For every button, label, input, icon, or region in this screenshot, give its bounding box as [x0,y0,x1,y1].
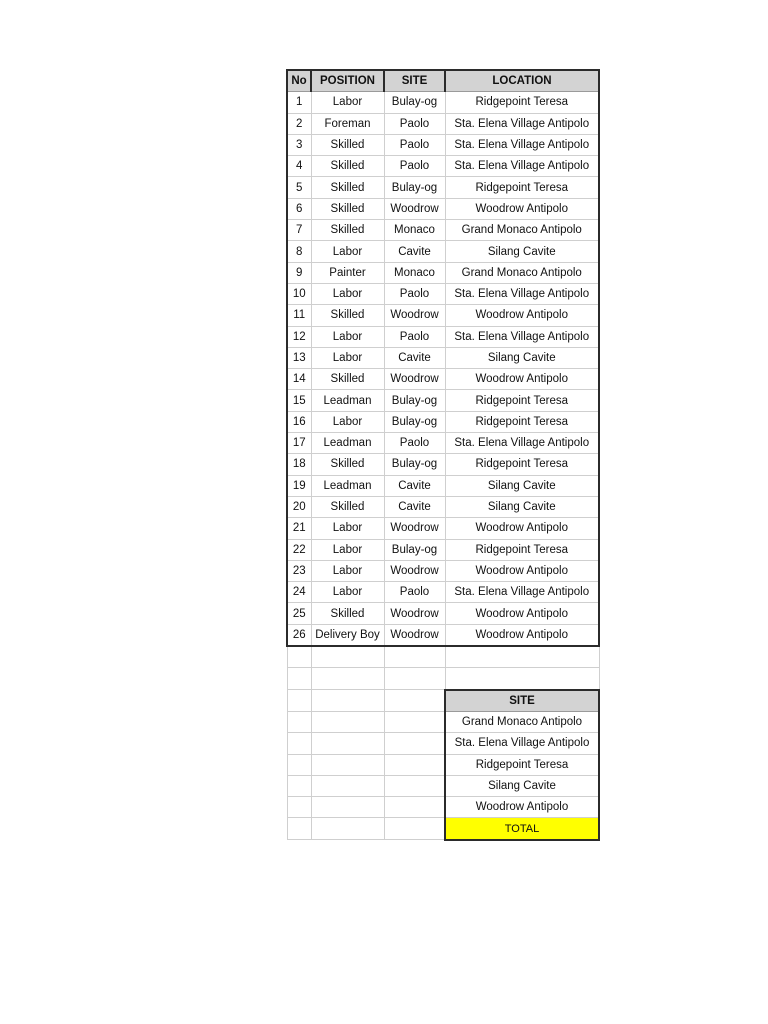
table-header [287,70,599,92]
cell-site[interactable]: Monaco [384,262,445,283]
cell-location[interactable]: Grand Monaco Antipolo [445,262,599,283]
cell-position[interactable]: Labor [311,539,384,560]
header-row [287,70,599,92]
summary-row [287,797,599,818]
cell-site[interactable]: Paolo [384,156,445,177]
cell-no[interactable]: 3 [287,134,311,155]
cell-position[interactable]: Skilled [311,156,384,177]
table-row [287,539,599,560]
cell-no[interactable]: 15 [287,390,311,411]
summary-location[interactable]: Woodrow Antipolo [445,797,599,818]
cell-site[interactable]: Bulay-og [384,92,445,113]
manpower-table [286,69,600,841]
cell-location[interactable]: Sta. Elena Village Antipolo [445,326,599,347]
cell-location[interactable]: Silang Cavite [445,496,599,517]
summary-header[interactable]: SITE [445,690,599,712]
cell-position[interactable]: Skilled [311,198,384,219]
cell-position[interactable]: Painter [311,262,384,283]
empty-cell[interactable] [384,646,445,668]
summary-row [287,775,599,796]
cell-position[interactable]: Skilled [311,177,384,198]
cell-position[interactable]: Skilled [311,603,384,624]
table-body [287,92,599,646]
table-row [287,241,599,262]
cell-position[interactable]: Leadman [311,390,384,411]
cell-no[interactable]: 21 [287,518,311,539]
cell-position[interactable]: Labor [311,283,384,304]
cell-site[interactable]: Paolo [384,433,445,454]
cell-no[interactable]: 6 [287,198,311,219]
cell-position[interactable]: Skilled [311,496,384,517]
cell-position[interactable]: Skilled [311,134,384,155]
empty-cell[interactable] [287,775,311,796]
cell-site[interactable]: Woodrow [384,198,445,219]
cell-location[interactable]: Sta. Elena Village Antipolo [445,156,599,177]
empty-cell[interactable] [384,775,445,796]
cell-location[interactable]: Woodrow Antipolo [445,603,599,624]
cell-position[interactable]: Skilled [311,454,384,475]
header-no[interactable]: No [287,70,311,92]
cell-no[interactable]: 24 [287,582,311,603]
summary-location[interactable]: Sta. Elena Village Antipolo [445,733,599,754]
cell-no[interactable]: 23 [287,560,311,581]
cell-location[interactable]: Ridgepoint Teresa [445,411,599,432]
cell-site[interactable]: Bulay-og [384,539,445,560]
cell-position[interactable]: Skilled [311,305,384,326]
cell-location[interactable]: Silang Cavite [445,241,599,262]
cell-location[interactable]: Sta. Elena Village Antipolo [445,582,599,603]
cell-location[interactable]: Ridgepoint Teresa [445,454,599,475]
cell-position[interactable]: Labor [311,518,384,539]
cell-no[interactable]: 8 [287,241,311,262]
empty-cell[interactable] [384,690,445,712]
cell-position[interactable]: Labor [311,411,384,432]
summary-location[interactable]: Ridgepoint Teresa [445,754,599,775]
cell-site[interactable]: Woodrow [384,369,445,390]
cell-location[interactable]: Silang Cavite [445,347,599,368]
table-row [287,624,599,646]
cell-location[interactable]: Sta. Elena Village Antipolo [445,433,599,454]
empty-cell[interactable] [311,754,384,775]
cell-location[interactable]: Woodrow Antipolo [445,369,599,390]
empty-cell[interactable] [311,797,384,818]
cell-site[interactable]: Cavite [384,475,445,496]
empty-cell[interactable] [287,690,311,712]
cell-site[interactable]: Woodrow [384,305,445,326]
empty-cell[interactable] [384,797,445,818]
summary-row [287,754,599,775]
cell-no[interactable]: 9 [287,262,311,283]
cell-location[interactable]: Sta. Elena Village Antipolo [445,134,599,155]
cell-position[interactable]: Skilled [311,369,384,390]
cell-no[interactable]: 10 [287,283,311,304]
cell-position[interactable]: Leadman [311,475,384,496]
cell-no[interactable]: 18 [287,454,311,475]
cell-location[interactable]: Woodrow Antipolo [445,198,599,219]
summary-location[interactable]: Grand Monaco Antipolo [445,711,599,732]
empty-cell[interactable] [311,775,384,796]
empty-cell[interactable] [384,668,445,690]
cell-no[interactable]: 4 [287,156,311,177]
cell-location[interactable]: Ridgepoint Teresa [445,539,599,560]
table-row [287,305,599,326]
cell-site[interactable]: Woodrow [384,624,445,646]
table-row [287,369,599,390]
cell-no[interactable]: 26 [287,624,311,646]
cell-no[interactable]: 22 [287,539,311,560]
table-row [287,113,599,134]
table-row [287,582,599,603]
cell-location[interactable]: Ridgepoint Teresa [445,177,599,198]
empty-cell[interactable] [311,690,384,712]
summary-row [287,668,599,690]
cell-no[interactable]: 19 [287,475,311,496]
summary-section [287,646,599,840]
table-row [287,347,599,368]
empty-cell[interactable] [445,668,599,690]
cell-location[interactable]: Sta. Elena Village Antipolo [445,283,599,304]
cell-location[interactable]: Woodrow Antipolo [445,624,599,646]
cell-site[interactable]: Paolo [384,582,445,603]
summary-row [287,733,599,754]
cell-location[interactable]: Woodrow Antipolo [445,305,599,326]
empty-cell[interactable] [384,711,445,732]
empty-cell[interactable] [384,818,445,840]
cell-position[interactable]: Labor [311,92,384,113]
empty-cell[interactable] [311,711,384,732]
cell-site[interactable]: Cavite [384,496,445,517]
cell-site[interactable]: Cavite [384,241,445,262]
cell-no[interactable]: 7 [287,220,311,241]
empty-cell[interactable] [384,733,445,754]
table-row [287,518,599,539]
cell-no[interactable]: 14 [287,369,311,390]
empty-cell[interactable] [287,754,311,775]
cell-site[interactable]: Woodrow [384,560,445,581]
empty-cell[interactable] [311,733,384,754]
table-row [287,496,599,517]
cell-position[interactable]: Labor [311,560,384,581]
cell-no[interactable]: 17 [287,433,311,454]
cell-site[interactable]: Paolo [384,326,445,347]
cell-position[interactable]: Labor [311,326,384,347]
cell-site[interactable]: Woodrow [384,518,445,539]
cell-location[interactable]: Ridgepoint Teresa [445,92,599,113]
cell-position[interactable]: Leadman [311,433,384,454]
table-row [287,603,599,624]
header-location[interactable]: LOCATION [445,70,599,92]
cell-site[interactable]: Paolo [384,134,445,155]
table-row [287,433,599,454]
cell-location[interactable]: Ridgepoint Teresa [445,390,599,411]
cell-location[interactable]: Silang Cavite [445,475,599,496]
cell-no[interactable]: 20 [287,496,311,517]
header-position[interactable]: POSITION [311,70,384,92]
cell-site[interactable]: Bulay-og [384,411,445,432]
empty-cell[interactable] [311,646,384,668]
table-row [287,198,599,219]
cell-no[interactable]: 1 [287,92,311,113]
cell-location[interactable]: Woodrow Antipolo [445,560,599,581]
table-row [287,220,599,241]
cell-site[interactable]: Woodrow [384,603,445,624]
empty-cell[interactable] [287,797,311,818]
cell-site[interactable]: Paolo [384,283,445,304]
empty-cell[interactable] [311,668,384,690]
cell-no[interactable]: 5 [287,177,311,198]
cell-site[interactable]: Bulay-og [384,177,445,198]
table-row [287,454,599,475]
empty-cell[interactable] [287,668,311,690]
cell-no[interactable]: 2 [287,113,311,134]
cell-no[interactable]: 13 [287,347,311,368]
header-site[interactable]: SITE [384,70,445,92]
cell-location[interactable]: Woodrow Antipolo [445,518,599,539]
cell-site[interactable]: Paolo [384,113,445,134]
cell-no[interactable]: 12 [287,326,311,347]
cell-position[interactable]: Delivery Boy [311,624,384,646]
table-row [287,92,599,113]
cell-position[interactable]: Labor [311,582,384,603]
table-row [287,177,599,198]
total-cell[interactable]: TOTAL [445,818,599,840]
summary-row [287,646,599,668]
summary-location[interactable]: Silang Cavite [445,775,599,796]
empty-cell[interactable] [384,754,445,775]
cell-site[interactable]: Bulay-og [384,454,445,475]
summary-row [287,711,599,732]
table-row [287,390,599,411]
cell-no[interactable]: 25 [287,603,311,624]
summary-row [287,690,599,712]
cell-location[interactable]: Grand Monaco Antipolo [445,220,599,241]
cell-site[interactable]: Cavite [384,347,445,368]
table-row [287,156,599,177]
table-row [287,134,599,155]
cell-site[interactable]: Monaco [384,220,445,241]
cell-position[interactable]: Labor [311,241,384,262]
cell-position[interactable]: Foreman [311,113,384,134]
summary-row [287,818,599,840]
table-row [287,283,599,304]
empty-cell[interactable] [311,818,384,840]
table-row [287,326,599,347]
empty-cell[interactable] [287,733,311,754]
empty-cell[interactable] [287,818,311,840]
cell-location[interactable]: Sta. Elena Village Antipolo [445,113,599,134]
cell-site[interactable]: Bulay-og [384,390,445,411]
empty-cell[interactable] [445,646,599,668]
table-row [287,411,599,432]
table-row [287,560,599,581]
cell-position[interactable]: Labor [311,347,384,368]
cell-position[interactable]: Skilled [311,220,384,241]
cell-no[interactable]: 16 [287,411,311,432]
table-row [287,475,599,496]
empty-cell[interactable] [287,646,311,668]
table-row [287,262,599,283]
empty-cell[interactable] [287,711,311,732]
cell-no[interactable]: 11 [287,305,311,326]
